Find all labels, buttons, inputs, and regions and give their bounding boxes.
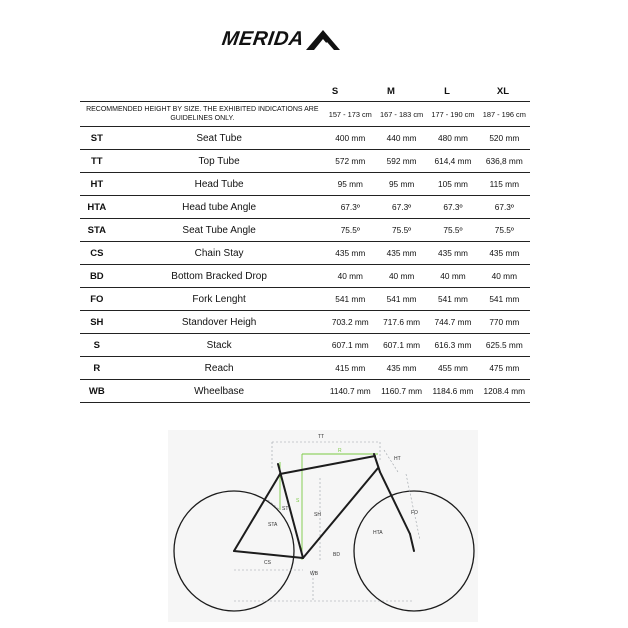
row-value: 541 mm <box>489 294 520 304</box>
row-value: 455 mm <box>437 363 468 373</box>
row-value: 67.3º <box>340 202 360 212</box>
row-code: S <box>93 339 100 351</box>
label-bd: BD <box>333 552 340 558</box>
size-header-l: L <box>444 86 450 97</box>
label-r: R <box>338 448 342 454</box>
row-value: 541 mm <box>437 294 468 304</box>
row-value: 440 mm <box>386 133 417 143</box>
row-value: 607.1 mm <box>331 340 369 350</box>
row-value: 1160.7 mm <box>381 386 423 396</box>
row-value: 572 mm <box>335 156 366 166</box>
row-name: Seat Tube Angle <box>182 224 256 236</box>
height-range: 177 - 190 cm <box>431 109 475 119</box>
row-value: 115 mm <box>489 179 519 189</box>
row-value: 40 mm <box>388 271 415 281</box>
row-value: 625.5 mm <box>485 340 523 350</box>
label-fo: FO <box>411 510 418 516</box>
row-value: 607.1 mm <box>383 340 421 350</box>
height-range: 167 - 183 cm <box>380 109 424 119</box>
size-header-xl: XL <box>496 86 510 97</box>
row-value: 435 mm <box>386 363 417 373</box>
row-name: Stack <box>206 339 232 351</box>
table-row <box>80 311 530 334</box>
row-value: 95 mm <box>388 179 415 189</box>
row-code: SH <box>90 316 104 328</box>
size-header-s: S <box>331 86 339 97</box>
row-value: 105 mm <box>437 179 468 189</box>
height-range: 187 - 196 cm <box>482 109 526 119</box>
row-code: ST <box>90 132 103 144</box>
table-row <box>80 150 530 173</box>
recommendation-note: RECOMMENDED HEIGHT BY SIZE. THE EXHIBITED INDICATIONS ARE GUIDELINES ONLY. <box>86 106 319 122</box>
label-cs: CS <box>264 560 271 566</box>
row-name: Fork Lenght <box>192 293 246 305</box>
row-name: Reach <box>204 362 234 374</box>
chain-stay <box>234 551 303 558</box>
height-range: 157 - 173 cm <box>328 109 372 119</box>
brand-logo <box>222 26 386 52</box>
bike-geometry-diagram <box>168 430 478 622</box>
row-value: 40 mm <box>491 271 517 281</box>
row-value: 95 mm <box>337 179 363 189</box>
row-value: 75.5º <box>340 225 360 235</box>
row-name: Head tube Angle <box>182 201 257 213</box>
row-value: 67.3º <box>392 202 412 212</box>
label-sh: SH <box>314 512 321 518</box>
row-code: CS <box>90 247 104 259</box>
table-row <box>80 173 530 196</box>
brand-name: MERIDA <box>220 27 306 50</box>
row-name: Bottom Bracked Drop <box>171 270 267 282</box>
size-header-m: M <box>387 86 395 97</box>
row-value: 616.3 mm <box>434 340 472 350</box>
row-name: Head Tube <box>194 178 244 190</box>
row-value: 75.5º <box>443 225 463 235</box>
row-code: STA <box>87 224 106 236</box>
row-code: BD <box>89 270 104 282</box>
table-row <box>80 127 530 150</box>
row-name: Standover Heigh <box>181 316 257 328</box>
row-value: 67.3º <box>443 202 463 212</box>
fork <box>380 472 410 534</box>
row-value: 475 mm <box>489 363 520 373</box>
row-value: 67.3º <box>494 202 514 212</box>
row-value: 520 mm <box>489 133 520 143</box>
row-value: 40 mm <box>440 271 466 281</box>
row-value: 592 mm <box>386 156 417 166</box>
row-value: 636,8 mm <box>485 156 523 166</box>
geometry-table <box>80 101 530 403</box>
height-recommendation-row <box>80 102 530 127</box>
label-sta: STA <box>268 522 278 528</box>
row-value: 744.7 mm <box>434 317 472 327</box>
label-st: ST <box>282 506 289 512</box>
seat-stay <box>234 474 280 551</box>
row-value: 480 mm <box>437 133 468 143</box>
row-value: 717.6 mm <box>383 317 421 327</box>
row-code: HT <box>90 178 104 190</box>
bike-frame-illustration <box>168 430 478 622</box>
row-value: 1184.6 mm <box>432 386 474 396</box>
row-value: 1208.4 mm <box>483 386 526 396</box>
mountain-logo-icon <box>306 28 340 50</box>
row-value: 614,4 mm <box>434 156 472 166</box>
label-tt: TT <box>318 434 325 440</box>
row-value: 1140.7 mm <box>329 386 371 396</box>
table-row <box>80 265 530 288</box>
row-code: FO <box>90 293 104 305</box>
row-name: Wheelbase <box>194 385 245 397</box>
row-code: R <box>93 362 101 374</box>
row-value: 75.5º <box>392 225 412 235</box>
table-row <box>80 288 530 311</box>
row-code: WB <box>88 385 105 397</box>
label-wb: WB <box>310 571 319 577</box>
row-name: Chain Stay <box>194 247 244 259</box>
label-s: S <box>296 498 300 504</box>
table-row <box>80 196 530 219</box>
row-value: 541 mm <box>335 294 366 304</box>
row-value: 703.2 mm <box>331 317 369 327</box>
row-value: 435 mm <box>437 248 468 258</box>
table-row <box>80 380 530 403</box>
row-name: Top Tube <box>198 155 240 167</box>
row-value: 400 mm <box>335 133 366 143</box>
table-row <box>80 334 530 357</box>
label-hta: HTA <box>373 530 383 536</box>
top-tube <box>280 456 375 474</box>
table-row <box>80 357 530 380</box>
row-code: TT <box>91 155 103 167</box>
row-value: 415 mm <box>335 363 366 373</box>
row-name: Seat Tube <box>196 132 242 144</box>
row-value: 40 mm <box>337 271 363 281</box>
row-value: 435 mm <box>489 248 520 258</box>
row-value: 435 mm <box>386 248 417 258</box>
row-value: 770 mm <box>489 317 520 327</box>
row-value: 541 mm <box>386 294 417 304</box>
table-row <box>80 242 530 265</box>
row-value: 435 mm <box>335 248 366 258</box>
table-row <box>80 219 530 242</box>
row-code: HTA <box>87 201 107 213</box>
row-value: 75.5º <box>494 225 514 235</box>
label-ht: HT <box>394 456 401 462</box>
